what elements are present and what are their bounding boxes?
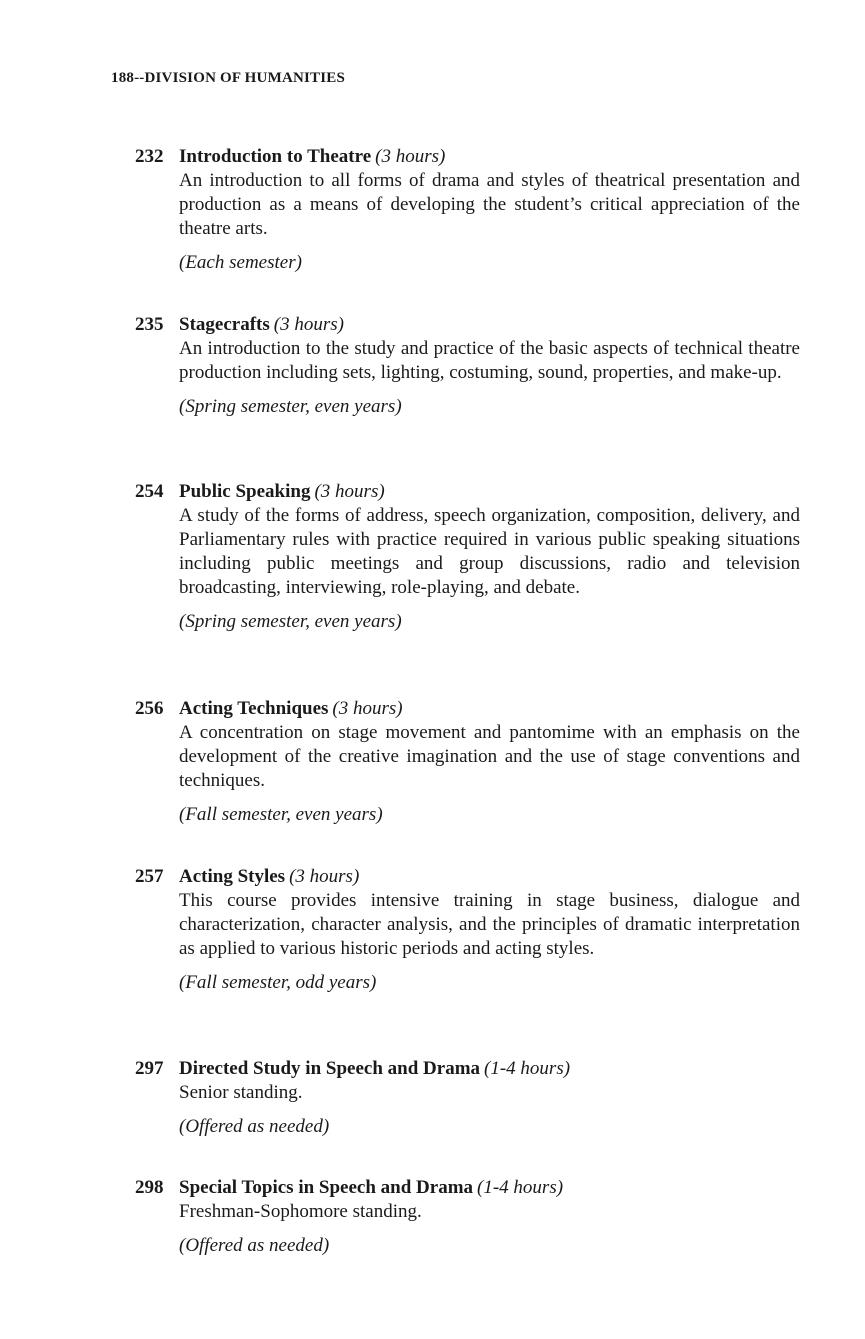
course-body xyxy=(179,337,800,419)
course-description: This course provides intensive training in stage business, dialogue and characterization, character analysis, and the principles of dramatic interpretation as applied to various historic periods and acting styles. xyxy=(179,890,800,959)
course-offered: (Spring semester, even years) xyxy=(179,396,402,417)
course-body xyxy=(179,169,800,275)
course-offered: (Fall semester, odd years) xyxy=(179,972,377,993)
course-entry-257 xyxy=(135,865,800,995)
course-description: An introduction to the study and practice of the basic aspects of technical theatre production including sets, lighting, costuming, sound, properties, and make-up. xyxy=(179,338,800,383)
course-body xyxy=(179,889,800,995)
course-offered: (Offered as needed) xyxy=(179,1235,330,1256)
course-description: Freshman-Sophomore standing. xyxy=(179,1201,422,1222)
course-offered: (Each semester) xyxy=(179,252,302,273)
course-title: Stagecrafts xyxy=(179,314,270,335)
course-title: Public Speaking xyxy=(179,481,311,502)
course-body xyxy=(179,1081,800,1139)
course-offered: (Spring semester, even years) xyxy=(179,611,402,632)
course-number: 298 xyxy=(135,1177,164,1198)
course-title: Special Topics in Speech and Drama xyxy=(179,1177,474,1198)
course-title: Acting Styles xyxy=(179,866,286,887)
course-heading xyxy=(135,697,800,721)
course-offered: (Offered as needed) xyxy=(179,1116,330,1137)
course-hours: (3 hours) xyxy=(314,481,385,502)
course-body xyxy=(179,504,800,634)
course-heading xyxy=(135,865,800,889)
course-hours: (3 hours) xyxy=(273,314,344,335)
course-hours: (1-4 hours) xyxy=(484,1058,571,1079)
course-body xyxy=(179,721,800,827)
course-number: 254 xyxy=(135,481,164,502)
course-title: Introduction to Theatre xyxy=(179,146,372,167)
course-offered: (Fall semester, even years) xyxy=(179,804,383,825)
course-hours: (3 hours) xyxy=(289,866,360,887)
course-number: 297 xyxy=(135,1058,164,1079)
course-entry-254 xyxy=(135,480,800,634)
course-entry-256 xyxy=(135,697,800,827)
course-entry-232 xyxy=(135,145,800,275)
course-entry-235 xyxy=(135,313,800,419)
running-head: 188--DIVISION OF HUMANITIES xyxy=(111,70,346,86)
course-description: Senior standing. xyxy=(179,1082,303,1103)
course-hours: (3 hours) xyxy=(332,698,403,719)
course-number: 257 xyxy=(135,866,164,887)
course-title: Acting Techniques xyxy=(179,698,329,719)
course-number: 235 xyxy=(135,314,164,335)
course-hours: (1-4 hours) xyxy=(477,1177,564,1198)
course-heading xyxy=(135,145,800,169)
course-number: 232 xyxy=(135,146,164,167)
course-title: Directed Study in Speech and Drama xyxy=(179,1058,481,1079)
course-heading xyxy=(135,1057,800,1081)
course-description: A study of the forms of address, speech organization, composition, delivery, and Parliamentary rules with practice required in various public speaking situations including public meetings and group discussions, radio and television broadcasting, interviewing, role-playing, and debate. xyxy=(179,505,800,598)
course-entry-298 xyxy=(135,1176,800,1258)
course-description: An introduction to all forms of drama and styles of theatrical presentation and production as a means of developing the student’s critical appreciation of the theatre arts. xyxy=(179,170,800,239)
course-heading xyxy=(135,1176,800,1200)
course-entry-297 xyxy=(135,1057,800,1139)
course-body xyxy=(179,1200,800,1258)
course-heading xyxy=(135,313,800,337)
course-description: A concentration on stage movement and pantomime with an emphasis on the development of the creative imagination and the use of stage conventions and techniques. xyxy=(179,722,800,791)
course-heading xyxy=(135,480,800,504)
course-hours: (3 hours) xyxy=(375,146,446,167)
course-number: 256 xyxy=(135,698,164,719)
